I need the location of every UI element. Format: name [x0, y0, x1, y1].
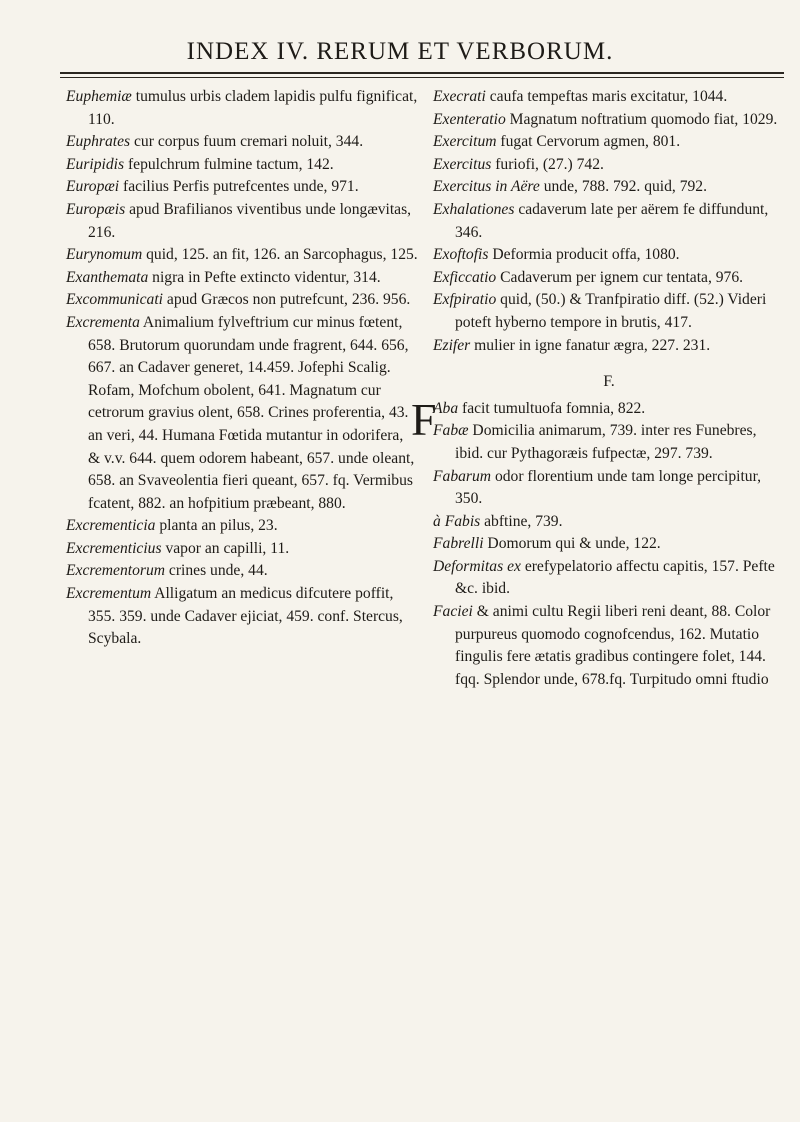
index-entry: [66, 560, 418, 583]
index-entry: [66, 154, 418, 177]
index-entry: [433, 420, 785, 465]
index-text: planta an pilus, 23.: [155, 517, 278, 535]
index-entry: [433, 466, 785, 511]
index-entry: [433, 154, 785, 177]
index-text: Alligatum an medicus difcutere poffit, 355. 359. unde Cadaver ejiciat, 459. conf. Stercus, Scybala.: [88, 585, 403, 648]
index-term: Exercitus in Aëre: [433, 178, 540, 196]
index-text: vapor an capilli, 11.: [161, 539, 290, 557]
right-column: [411, 86, 785, 691]
index-term: Excommunicati: [66, 291, 163, 309]
index-term: Excrementorum: [66, 562, 166, 580]
index-term: Euphemiæ: [66, 88, 132, 105]
index-text: facilius Perfis putrefcentes unde, 971.: [119, 178, 359, 196]
index-entry: [66, 538, 418, 561]
index-entry: [66, 176, 418, 199]
index-entry: [433, 601, 785, 691]
index-term: Excrementa: [66, 313, 140, 331]
index-text: Animalium fylveftrium cur minus fœtent, 658. Brutorum quorundam unde fragrent, 644. 656, 667. an Cadaver generet, 14.459. Jofephi Scalig. Rofam, Mofchum obolent, 641. Magnatum cur cetrorum gravius olent, 658. Crines proferentia, 43. an veri, 44. Humana Fœtida mutantur in odorifera, & v.v. 644. quem odorem habeant, 657. unde oleant, 658. an Svaveolentia fieri queant, 657. fq. Vermibus fcatent, 882. an hofpitium præbeant, 880.: [88, 313, 415, 512]
index-text: abftine, 739.: [480, 512, 563, 530]
header-rule-thin: [60, 77, 784, 78]
index-text: nigra in Pefte extincto videntur, 314.: [148, 268, 381, 286]
index-entry: [433, 86, 785, 109]
index-term: Aba: [433, 399, 459, 417]
index-entry: [66, 312, 418, 515]
index-term: Europæi: [66, 178, 120, 196]
header-rule-thick: [60, 72, 784, 74]
index-term: Fabrelli: [433, 535, 484, 553]
index-entry: [66, 289, 418, 312]
page-header: INDEX IV. RERUM ET VERBORUM.: [186, 38, 614, 65]
index-text: cur corpus fuum cremari noluit, 344.: [130, 133, 364, 151]
index-text: furiofi, (27.) 742.: [491, 155, 604, 173]
index-text: unde, 788. 792. quid, 792.: [539, 178, 708, 196]
index-text: facit tumultuofa fomnia, 822.: [458, 399, 646, 417]
index-term: Exhalationes: [433, 200, 515, 218]
index-entry: [66, 583, 418, 651]
index-text: fepulchrum fulmine tactum, 142.: [124, 155, 334, 173]
index-term: Exoftofis: [433, 246, 489, 264]
index-term: Exfpiratio: [433, 291, 497, 309]
index-text: Cadaverum per ignem cur tentata, 976.: [496, 268, 744, 286]
index-text: apud Brafilianos viventibus unde longævitas, 216.: [88, 200, 412, 241]
index-text: crines unde, 44.: [165, 562, 268, 580]
index-entry: [433, 533, 785, 556]
index-term: Exanthemata: [66, 268, 149, 286]
index-term: Excrementicia: [66, 517, 156, 535]
index-term: Eurynomum: [66, 246, 143, 264]
index-text: cadaverum late per aërem fe diffundunt, 346.: [455, 200, 769, 241]
index-text: quid, 125. an fit, 126. an Sarcophagus, 125.: [142, 246, 418, 264]
index-entry: [433, 267, 785, 290]
index-entry: [433, 511, 785, 534]
index-text: Domicilia animarum, 739. inter res Funebres, ibid. cur Pythagoræis fufpectæ, 297. 739.: [455, 422, 757, 462]
drop-cap: F: [411, 393, 437, 445]
index-term: Exercitum: [433, 133, 497, 151]
index-text: fugat Cervorum agmen, 801.: [496, 133, 681, 151]
section-letter-f: F.: [603, 373, 615, 391]
index-term: Faciei: [433, 603, 473, 621]
index-entry: [66, 199, 418, 244]
index-entry: [433, 556, 785, 601]
index-term: Euripidis: [66, 155, 125, 173]
index-text: Deformia producit offa, 1080.: [488, 246, 680, 264]
index-term: Fabæ: [433, 422, 469, 440]
index-term: Exenteratio: [433, 110, 506, 128]
index-entry: [66, 267, 418, 290]
index-entry: [66, 86, 418, 131]
index-text: tumulus urbis cladem lapidis pulfu fignificat, 110.: [88, 88, 418, 128]
left-column: [66, 86, 418, 651]
index-text: Domorum qui & unde, 122.: [483, 535, 661, 553]
index-text: quid, (50.) & Tranfpiratio diff. (52.) Videri poteft hyberno tempore in brutis, 417.: [455, 291, 767, 331]
index-text: erefypelatorio affectu capitis, 157. Pefte &c. ibid.: [455, 557, 775, 598]
index-text: Magnatum noftratium quomodo fiat, 1029.: [505, 110, 778, 128]
index-term: Excrementicius: [66, 539, 162, 557]
index-entry: [66, 131, 418, 154]
index-text: caufa tempeftas maris excitatur, 1044.: [485, 88, 728, 105]
index-entry: [433, 289, 785, 334]
index-text: apud Græcos non putrefcunt, 236. 956.: [163, 291, 411, 309]
right-entries-e: [433, 86, 785, 357]
index-term: Execrati: [433, 88, 486, 105]
index-entry: [433, 131, 785, 154]
index-term: Ezifer: [433, 336, 471, 354]
index-entry: [66, 515, 418, 538]
index-term: Deformitas ex: [433, 557, 521, 575]
index-text: mulier in igne fanatur ægra, 227. 231.: [470, 336, 711, 354]
index-text: & animi cultu Regii liberi reni deant, 88. Color purpureus quomodo cognofcendus, 162. Mutatio fingulis fere ætatis gradibus contingere folet, 144. fqq. Splendor unde, 678.fq. Turpitudo omni ftudio: [455, 603, 771, 688]
index-term: Exercitus: [433, 155, 492, 173]
index-entry: [433, 244, 785, 267]
index-term: Europæis: [66, 200, 126, 218]
index-entry: [433, 335, 785, 358]
index-term: Fabarum: [433, 467, 492, 485]
right-entries-f: [411, 393, 785, 692]
index-entry: [433, 176, 785, 199]
index-term: Exficcatio: [433, 268, 497, 286]
index-entry: [66, 244, 418, 267]
index-text: odor florentium unde tam longe percipitur, 350.: [455, 467, 762, 508]
index-entry: [433, 199, 785, 244]
index-entry: [433, 109, 785, 132]
index-term: Euphrates: [66, 133, 131, 151]
index-term: Excrementum: [66, 585, 152, 603]
index-term: à Fabis: [433, 512, 481, 530]
